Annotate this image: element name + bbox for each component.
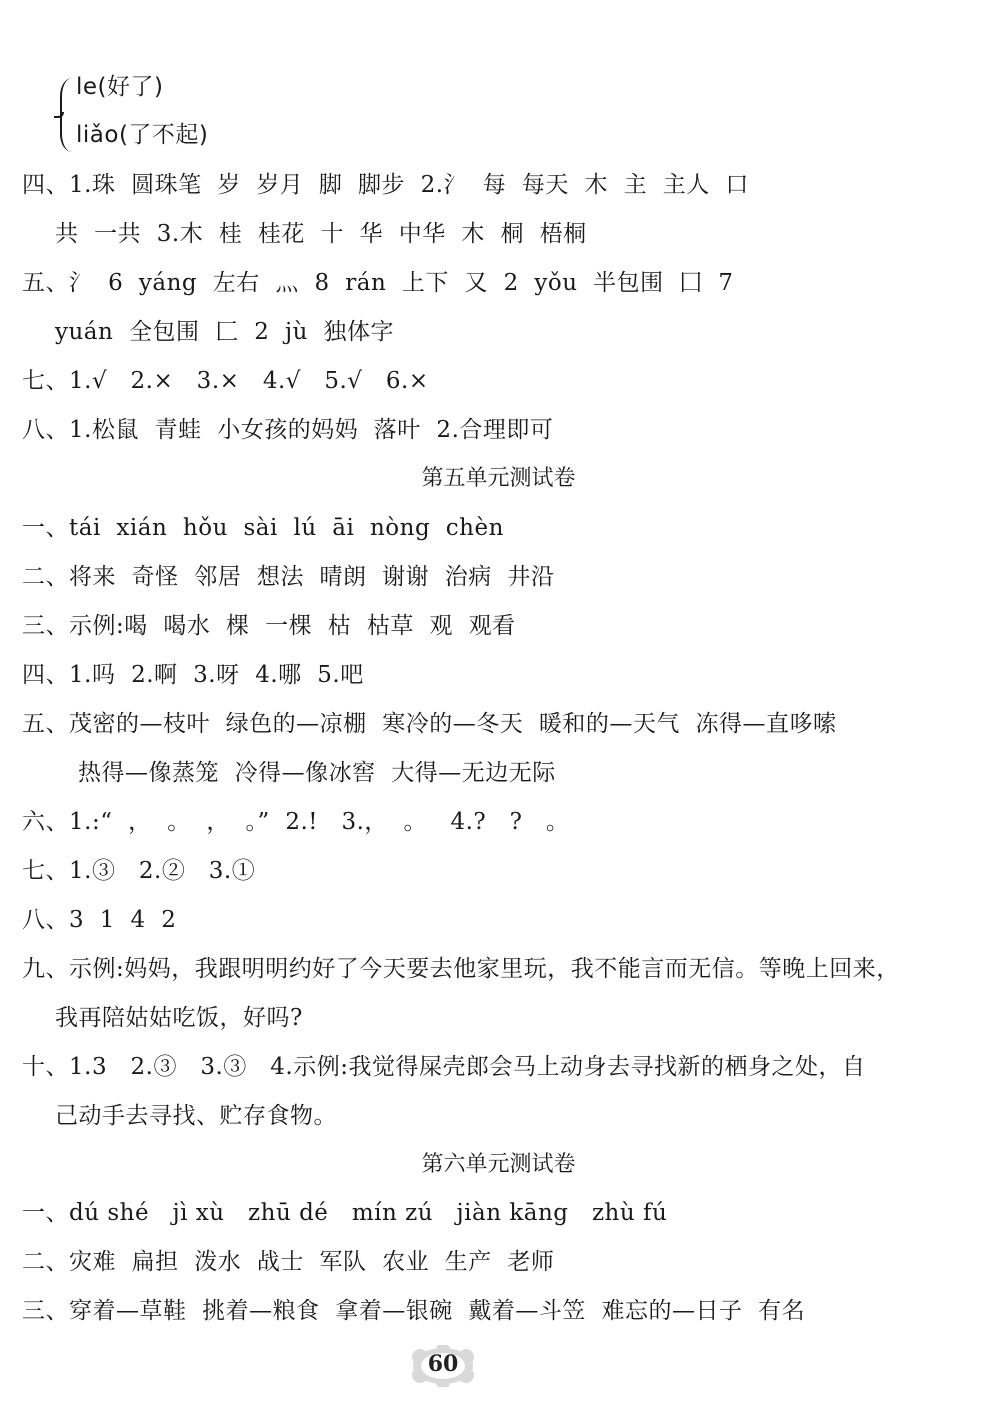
section-heading-unit-6: 第六单元测试卷 <box>421 1152 576 1177</box>
answer-line: 十、1.3 2.③ 3.③ 4.示例:我觉得屎壳郎会马上动身去寻找新的栖身之处，自 <box>22 1054 866 1080</box>
answer-line: 七、1.③ 2.② 3.① <box>22 858 256 884</box>
answer-line: 己动手去寻找、贮存食物。 <box>55 1103 337 1129</box>
answer-line: 一、dú shé jì xù zhū dé mín zú jiàn kāng zhù fú <box>22 1200 668 1226</box>
answer-line: 八、1.松鼠 青蛙 小女孩的妈妈 落叶 2.合理即可 <box>22 417 554 443</box>
answer-line: 三、示例:喝 喝水 棵 一棵 枯 枯草 观 观看 <box>22 613 516 639</box>
answer-line: 四、1.吗 2.啊 3.呀 4.哪 5.吧 <box>22 662 364 688</box>
answer-line: 五、茂密的—枝叶 绿色的—凉棚 寒冷的—冬天 暖和的—天气 冻得—直哆嗦 <box>22 711 837 737</box>
page-number-badge <box>410 1345 476 1387</box>
answer-line: 三、穿着—草鞋 挑着—粮食 拿着—银碗 戴着—斗笠 难忘的—日子 有名 <box>22 1298 806 1324</box>
answer-line: 热得—像蒸笼 冷得—像冰窖 大得—无边无际 <box>78 760 556 786</box>
answer-line: liǎo(了不起) <box>76 122 209 148</box>
answer-line: le(好了) <box>76 74 164 100</box>
section-heading-unit-5: 第五单元测试卷 <box>421 466 576 491</box>
page-number: 60 <box>427 1351 459 1377</box>
answer-line: 五、氵 6 yáng 左右 灬 8 rán 上下 又 2 yǒu 半包围 囗 7 <box>22 270 734 296</box>
answer-line: 我再陪姑姑吃饭，好吗? <box>55 1005 303 1031</box>
answer-line: 二、灾难 扁担 泼水 战士 军队 农业 生产 老师 <box>22 1249 555 1275</box>
answer-line: 七、1.√ 2.× 3.× 4.√ 5.√ 6.× <box>22 368 429 394</box>
answer-line: 八、3 1 4 2 <box>22 907 177 933</box>
brace-bracket <box>60 78 76 152</box>
answer-line: 九、示例:妈妈，我跟明明约好了今天要去他家里玩，我不能言而无信。等晚上回来， <box>22 956 900 982</box>
answer-line: 一、tái xián hǒu sài lú āi nòng chèn <box>22 515 504 541</box>
answer-line: 二、将来 奇怪 邻居 想法 晴朗 谢谢 治病 井沿 <box>22 564 555 590</box>
answer-line: 六、1.:“ ， 。 ， 。” 2.! 3.， 。 4.? ? 。 <box>22 809 570 835</box>
answer-line: 四、1.珠 圆珠笔 岁 岁月 脚 脚步 2.氵 每 每天 木 主 主人 口 <box>22 172 749 198</box>
answer-line: yuán 全包围 匚 2 jù 独体字 <box>55 319 395 345</box>
answer-line: 共 一共 3.木 桂 桂花 十 华 中华 木 桐 梧桐 <box>55 221 587 247</box>
